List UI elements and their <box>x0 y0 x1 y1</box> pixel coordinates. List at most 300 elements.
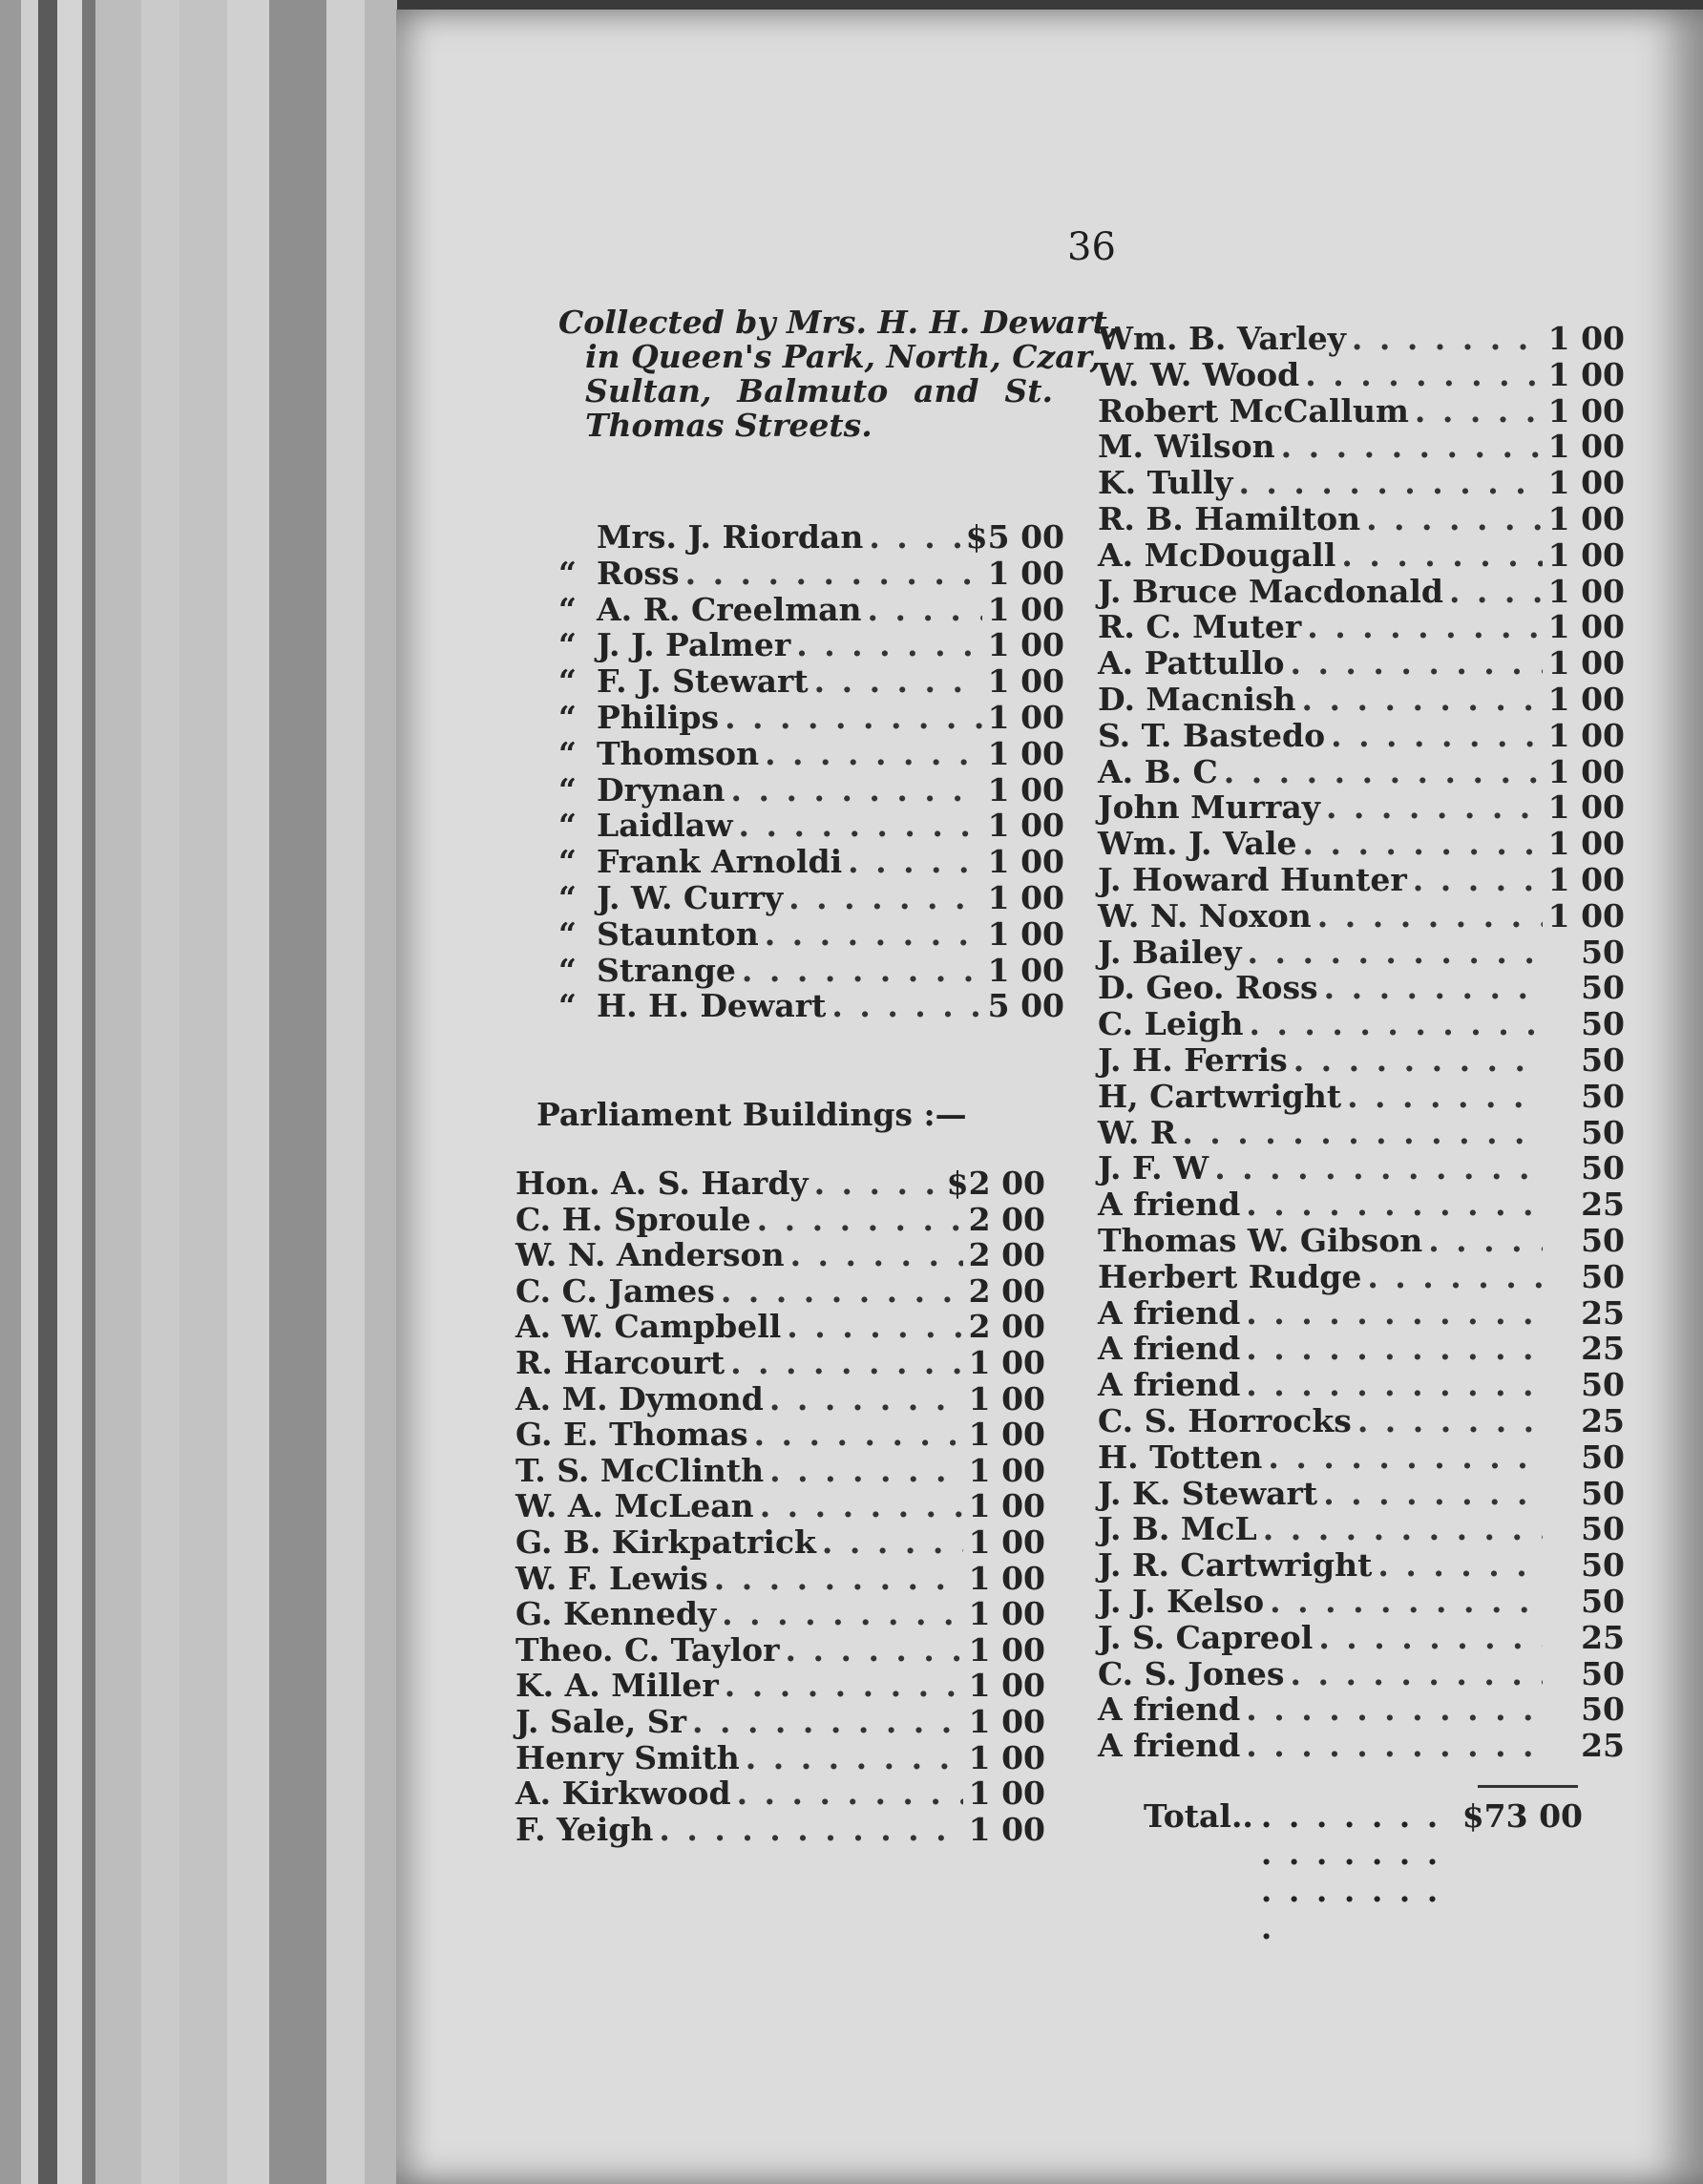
heading-line-3 <box>558 374 1053 409</box>
donor-name: C. C. James <box>515 1271 715 1310</box>
donation-amount: 50 <box>1581 1149 1625 1187</box>
donation-amount: 1 00 <box>968 1774 1045 1813</box>
donor-row <box>1098 500 1625 536</box>
donor-name: H. Totten <box>1098 1438 1263 1476</box>
donor-row <box>1098 1294 1625 1331</box>
donor-name: J. F. W <box>1098 1149 1209 1187</box>
donation-amount: 1 00 <box>987 554 1064 592</box>
donation-amount: 50 <box>1581 1474 1625 1512</box>
leader-dots <box>757 1201 963 1238</box>
leader-dots <box>1249 1005 1543 1042</box>
leader-dots <box>722 1595 962 1632</box>
heading-word: Balmuto <box>737 372 889 410</box>
donor-name: W. A. McLean <box>515 1487 754 1525</box>
leader-dots <box>692 1703 963 1740</box>
donor-row <box>1098 825 1625 861</box>
donor-name: Robert McCallum <box>1098 391 1409 430</box>
donation-amount: 50 <box>1581 1583 1625 1620</box>
donor-row <box>1098 1186 1625 1222</box>
donation-amount: 1 00 <box>1547 536 1625 574</box>
ditto-mark: “ <box>558 914 577 953</box>
donation-amount: 25 <box>1581 1293 1625 1332</box>
donation-amount: 1 00 <box>1547 391 1625 430</box>
donation-amount: 1 00 <box>968 1703 1045 1740</box>
leader-dots <box>1377 1546 1543 1584</box>
donor-row <box>515 1344 1045 1380</box>
donor-row <box>1098 1402 1625 1438</box>
donor-name: A friend <box>1098 1727 1241 1765</box>
donor-row <box>1098 1438 1625 1475</box>
leader-dots <box>1246 1366 1543 1403</box>
donation-amount: 1 00 <box>987 734 1064 772</box>
donor-name: Staunton <box>597 914 759 953</box>
leader-dots <box>1291 1655 1544 1692</box>
donor-row <box>1098 356 1625 392</box>
donation-amount: 50 <box>1581 1510 1625 1548</box>
donor-name: M. Wilson <box>1098 428 1275 466</box>
donor-row <box>558 843 1064 879</box>
leader-dots <box>1290 644 1542 682</box>
donor-name: J. Bruce Macdonald <box>1098 572 1443 610</box>
donation-amount: 1 00 <box>968 1559 1045 1597</box>
donor-row <box>1098 464 1625 500</box>
leader-dots <box>721 1272 963 1310</box>
donor-name: A. M. Dymond <box>515 1379 764 1418</box>
donor-name: Hon. A. S. Hardy <box>515 1165 809 1202</box>
leader-dots <box>1268 1438 1543 1476</box>
donor-name: Thomson <box>597 734 760 772</box>
donation-amount: 25 <box>1581 1727 1625 1765</box>
leader-dots <box>737 1774 963 1812</box>
leader-dots <box>1224 753 1543 790</box>
donor-row <box>558 771 1064 808</box>
donation-amount: 25 <box>1581 1402 1625 1439</box>
donation-amount: 2 00 <box>968 1271 1045 1310</box>
donor-row <box>558 662 1064 699</box>
donation-amount: 25 <box>1581 1618 1625 1656</box>
leader-dots <box>742 952 982 989</box>
donor-row <box>515 1308 1045 1344</box>
donation-amount: 50 <box>1581 1041 1625 1079</box>
donation-amount: 1 00 <box>1547 681 1625 718</box>
ditto-mark: “ <box>558 699 577 736</box>
donor-row <box>1098 681 1625 717</box>
donation-amount: $2 00 <box>946 1165 1045 1202</box>
leader-dots <box>787 1308 962 1345</box>
donor-name: J. W. Curry <box>597 879 784 916</box>
donation-amount: 1 00 <box>987 843 1064 881</box>
donor-name: A friend <box>1098 1293 1241 1332</box>
leader-dots <box>1413 861 1543 898</box>
ditto-mark: “ <box>558 951 577 989</box>
donor-row <box>515 1452 1045 1488</box>
donor-name: Laidlaw <box>597 807 733 845</box>
leader-dots <box>769 1452 963 1489</box>
donor-row <box>558 699 1064 735</box>
donation-amount: 50 <box>1581 969 1625 1007</box>
donor-name: A. Pattullo <box>1098 644 1285 682</box>
total-amount: $73 00 <box>1461 1797 1583 1835</box>
leader-dots <box>796 626 981 663</box>
ditto-mark: “ <box>558 626 577 664</box>
donation-amount: 1 00 <box>968 1487 1045 1525</box>
donor-name: R. B. Hamilton <box>1098 500 1361 537</box>
leader-dots <box>1302 681 1543 718</box>
leader-dots <box>788 879 981 916</box>
donor-row <box>1098 536 1625 573</box>
donor-name: F. Yeigh <box>515 1810 654 1848</box>
donor-row <box>558 555 1064 591</box>
donation-amount: 50 <box>1581 1366 1625 1404</box>
donation-amount: 1 00 <box>1547 500 1625 537</box>
donation-amount: 1 00 <box>987 807 1064 845</box>
donor-name: H. H. Dewart <box>597 987 827 1025</box>
donor-name: Theo. C. Taylor <box>515 1630 780 1669</box>
donor-name: A. W. Campbell <box>515 1308 782 1346</box>
donation-amount: 50 <box>1581 1690 1625 1729</box>
donor-name: Strange <box>597 951 736 989</box>
donation-amount: 50 <box>1581 1222 1625 1259</box>
donor-row <box>1098 1583 1625 1619</box>
leader-dots <box>1415 392 1543 430</box>
total-rule <box>1478 1785 1578 1788</box>
donor-name: Herbert Rudge <box>1098 1257 1362 1295</box>
donor-name: Philips <box>597 699 720 736</box>
leader-dots <box>1246 1727 1543 1764</box>
donor-row <box>1098 1078 1625 1114</box>
leader-dots <box>1248 934 1543 971</box>
donor-row <box>515 1774 1045 1811</box>
donor-row <box>558 626 1064 662</box>
donor-row <box>1098 897 1625 934</box>
heading-word: and <box>914 372 979 410</box>
donor-row <box>1098 1366 1625 1402</box>
donor-name: F. J. Stewart <box>597 662 809 701</box>
ditto-mark: “ <box>558 770 577 808</box>
page-number: 36 <box>1067 225 1116 269</box>
donor-row <box>1098 1619 1625 1655</box>
donor-name: Henry Smith <box>515 1738 740 1776</box>
donor-name: Wm. J. Vale <box>1098 825 1297 863</box>
leader-dots <box>1281 428 1543 465</box>
donor-name: W. F. Lewis <box>515 1559 708 1597</box>
donor-name: G. B. Kirkpatrick <box>515 1523 816 1561</box>
donation-amount: 1 00 <box>987 590 1064 628</box>
leader-dots <box>1366 500 1543 537</box>
donation-amount: 1 00 <box>987 951 1064 989</box>
donor-row <box>515 1416 1045 1452</box>
donor-row <box>515 1595 1045 1631</box>
donation-amount: 1 00 <box>968 1344 1045 1381</box>
donor-name: D. Geo. Ross <box>1098 969 1318 1007</box>
leader-dots <box>769 1380 963 1418</box>
donation-amount: 2 00 <box>968 1236 1045 1274</box>
donor-name: Mrs. J. Riordan <box>597 518 864 556</box>
donation-amount: 1 00 <box>1547 464 1625 502</box>
collection-heading <box>558 304 1119 444</box>
donor-row <box>1098 717 1625 753</box>
leader-dots <box>1246 1294 1543 1332</box>
donation-amount: 25 <box>1581 1330 1625 1368</box>
donation-amount: 5 00 <box>987 987 1064 1025</box>
heading-line-4: Thomas Streets. <box>585 407 873 444</box>
donor-row <box>558 518 1064 555</box>
ditto-mark: “ <box>558 734 577 772</box>
donor-row <box>1098 1149 1625 1186</box>
donor-row <box>1098 1005 1625 1041</box>
leader-dots <box>1305 356 1542 393</box>
donor-row <box>1098 608 1625 644</box>
leader-dots <box>714 1560 963 1597</box>
leader-dots <box>1323 1475 1543 1512</box>
donor-row <box>515 1739 1045 1775</box>
leader-dots <box>1261 1797 1455 1946</box>
donation-amount: 50 <box>1581 1077 1625 1115</box>
leader-dots <box>1246 1690 1543 1728</box>
donation-amount: 1 00 <box>968 1667 1045 1705</box>
donation-amount: 1 00 <box>1547 825 1625 863</box>
donor-name: J. Sale, Sr <box>515 1703 686 1740</box>
total-label: Total.. <box>1144 1797 1253 1835</box>
donor-row <box>1098 1690 1625 1727</box>
donor-name: J. S. Capreol <box>1098 1618 1314 1656</box>
donor-name: C. H. Sproule <box>515 1200 751 1238</box>
leader-dots <box>739 807 982 844</box>
donor-name: A. B. C <box>1098 752 1218 790</box>
donor-row <box>1098 788 1625 825</box>
donor-name: K. Tully <box>1098 464 1233 502</box>
leader-dots <box>1238 464 1542 501</box>
heading-word: Sultan, <box>585 372 712 410</box>
ditto-mark: “ <box>558 590 577 628</box>
donation-amount: 1 00 <box>987 914 1064 953</box>
leader-dots <box>1214 1149 1543 1186</box>
leader-dots <box>659 1811 962 1848</box>
leader-dots <box>765 735 982 772</box>
donor-name: H, Cartwright <box>1098 1077 1342 1115</box>
donor-row <box>558 952 1064 988</box>
donor-name: J. H. Ferris <box>1098 1041 1288 1079</box>
donor-row <box>558 987 1064 1023</box>
donation-amount: 1 00 <box>1547 644 1625 682</box>
total-row <box>1144 1797 1583 1836</box>
leader-dots <box>1324 969 1543 1006</box>
donor-row <box>515 1523 1045 1560</box>
donor-name: A friend <box>1098 1690 1241 1729</box>
donation-amount: 1 00 <box>968 1523 1045 1561</box>
donor-name: Ross <box>597 554 680 592</box>
donation-amount: 1 00 <box>1547 572 1625 610</box>
donation-amount: $5 00 <box>965 518 1064 556</box>
donor-name: C. S. Jones <box>1098 1654 1285 1692</box>
leader-dots <box>1449 573 1543 610</box>
leader-dots <box>1270 1583 1543 1620</box>
heading-line-1: Collected by Mrs. H. H. Dewart, <box>558 304 1119 341</box>
leader-dots <box>1357 1402 1543 1439</box>
leader-dots <box>1352 320 1543 357</box>
donor-name: J. Bailey <box>1098 933 1242 971</box>
leader-dots <box>814 1165 941 1202</box>
donor-row <box>1098 753 1625 789</box>
donor-name: W. R <box>1098 1113 1177 1151</box>
donation-amount: 1 00 <box>968 1451 1045 1489</box>
donor-name: A friend <box>1098 1330 1241 1368</box>
leader-dots <box>831 987 981 1024</box>
donor-row <box>1098 934 1625 970</box>
donation-amount: 1 00 <box>1547 608 1625 646</box>
donation-amount: 1 00 <box>1547 320 1625 357</box>
ditto-mark: “ <box>558 987 577 1025</box>
donor-row <box>1098 1510 1625 1546</box>
donation-amount: 1 00 <box>987 699 1064 736</box>
donor-row <box>1098 861 1625 897</box>
donor-name: G. E. Thomas <box>515 1416 748 1454</box>
donation-amount: 1 00 <box>987 662 1064 701</box>
donor-name: A. Kirkwood <box>515 1774 731 1813</box>
donation-amount: 1 00 <box>1547 896 1625 934</box>
donor-row <box>515 1236 1045 1272</box>
heading-line-2: in Queen's Park, North, Czar, <box>585 338 1102 375</box>
donor-row <box>515 1703 1045 1739</box>
donation-amount: 1 00 <box>968 1595 1045 1633</box>
leader-dots <box>1293 1041 1543 1079</box>
book-page-edges <box>0 0 401 2184</box>
donor-row <box>1098 1114 1625 1150</box>
donation-amount: 50 <box>1581 1113 1625 1151</box>
leader-dots <box>725 1667 963 1704</box>
donor-name: Frank Arnoldi <box>597 843 843 881</box>
donation-amount: 1 00 <box>1547 861 1625 898</box>
donor-name: John Murray <box>1098 788 1320 827</box>
leader-dots <box>848 843 982 880</box>
donor-name: T. S. McClinth <box>515 1451 765 1489</box>
donation-amount: 1 00 <box>1547 788 1625 827</box>
leader-dots <box>1347 1078 1543 1115</box>
donor-name: S. T. Bastedo <box>1098 716 1326 754</box>
leader-dots <box>731 771 982 808</box>
donation-amount: 1 00 <box>1547 428 1625 466</box>
donor-name: A. R. Creelman <box>597 590 862 628</box>
donor-name: K. A. Miller <box>515 1667 719 1705</box>
donor-name: J. J. Palmer <box>597 626 791 664</box>
donor-name: D. Macnish <box>1098 681 1296 718</box>
donation-amount: 1 00 <box>968 1630 1045 1669</box>
donor-row <box>1098 1546 1625 1583</box>
donor-name: Drynan <box>597 770 725 808</box>
donation-amount: 1 00 <box>1547 716 1625 754</box>
donor-row <box>515 1165 1045 1201</box>
donation-amount: 1 00 <box>987 626 1064 664</box>
donor-row <box>558 735 1064 771</box>
donor-name: A friend <box>1098 1186 1241 1224</box>
donor-row <box>1098 644 1625 681</box>
leader-dots <box>1302 825 1542 862</box>
donation-amount: 1 00 <box>968 1738 1045 1776</box>
donor-name: A. McDougall <box>1098 536 1336 574</box>
donation-amount: 50 <box>1581 1005 1625 1043</box>
leader-dots <box>1182 1114 1543 1151</box>
donor-row <box>1098 573 1625 609</box>
donor-row <box>558 915 1064 952</box>
donor-name: C. S. Horrocks <box>1098 1402 1352 1439</box>
donor-name: J. R. Cartwright <box>1098 1546 1373 1585</box>
ditto-mark: “ <box>558 554 577 592</box>
leader-dots <box>685 555 982 592</box>
donation-amount: 2 00 <box>968 1308 1045 1346</box>
leader-dots <box>1326 788 1543 826</box>
ditto-mark: “ <box>558 879 577 916</box>
donor-name: G. Kennedy <box>515 1595 717 1633</box>
donor-name: W. W. Wood <box>1098 355 1300 393</box>
section-title-parliament-buildings: Parliament Buildings :— <box>536 1096 967 1133</box>
donor-name: Thomas W. Gibson <box>1098 1222 1423 1259</box>
leader-dots <box>1307 608 1542 645</box>
donor-row <box>1098 1655 1625 1691</box>
donor-row <box>558 591 1064 627</box>
donation-amount: 1 00 <box>1547 355 1625 393</box>
leader-dots <box>1318 1619 1543 1656</box>
donor-name: Wm. B. Varley <box>1098 320 1346 357</box>
donor-name: J. B. McL <box>1098 1510 1257 1548</box>
leader-dots <box>869 518 959 556</box>
donor-row <box>515 1631 1045 1668</box>
donor-row <box>515 1380 1045 1417</box>
donor-row <box>515 1272 1045 1309</box>
leader-dots <box>867 591 981 628</box>
donation-amount: 1 00 <box>968 1379 1045 1418</box>
ditto-mark: “ <box>558 807 577 845</box>
donor-row <box>1098 1330 1625 1366</box>
donor-row <box>515 1811 1045 1847</box>
leader-dots <box>760 1487 963 1524</box>
donor-row <box>558 807 1064 843</box>
donor-row <box>1098 1475 1625 1511</box>
donation-amount: 1 00 <box>968 1810 1045 1848</box>
donor-row <box>1098 1222 1625 1258</box>
donor-row <box>1098 969 1625 1005</box>
leader-dots <box>1341 536 1542 574</box>
leader-dots <box>1263 1510 1543 1547</box>
heading-word: St. <box>1004 372 1053 410</box>
donor-row <box>1098 428 1625 464</box>
donation-amount: 50 <box>1581 933 1625 971</box>
donor-name: W. N. Noxon <box>1098 896 1312 934</box>
donation-amount: 2 00 <box>968 1200 1045 1238</box>
donor-name: A friend <box>1098 1366 1241 1404</box>
leader-dots <box>725 699 982 736</box>
leader-dots <box>1317 897 1543 934</box>
donor-row <box>515 1667 1045 1703</box>
donation-amount: 50 <box>1581 1257 1625 1295</box>
donation-amount: 50 <box>1581 1654 1625 1692</box>
donor-name: J. K. Stewart <box>1098 1474 1318 1512</box>
leader-dots <box>730 1344 963 1381</box>
donation-amount: 1 00 <box>987 879 1064 916</box>
donation-amount: 50 <box>1581 1438 1625 1476</box>
donor-name: J. J. Kelso <box>1098 1583 1265 1620</box>
ditto-mark: “ <box>558 662 577 701</box>
leader-dots <box>1331 717 1543 754</box>
donor-row <box>1098 320 1625 356</box>
donor-name: R. C. Muter <box>1098 608 1302 646</box>
donor-name: R. Harcourt <box>515 1344 725 1381</box>
donor-name: C. Leigh <box>1098 1005 1244 1043</box>
leader-dots <box>790 1236 963 1273</box>
donor-row <box>1098 1727 1625 1763</box>
leader-dots <box>765 915 982 953</box>
ditto-mark: “ <box>558 843 577 881</box>
leader-dots <box>786 1631 963 1669</box>
